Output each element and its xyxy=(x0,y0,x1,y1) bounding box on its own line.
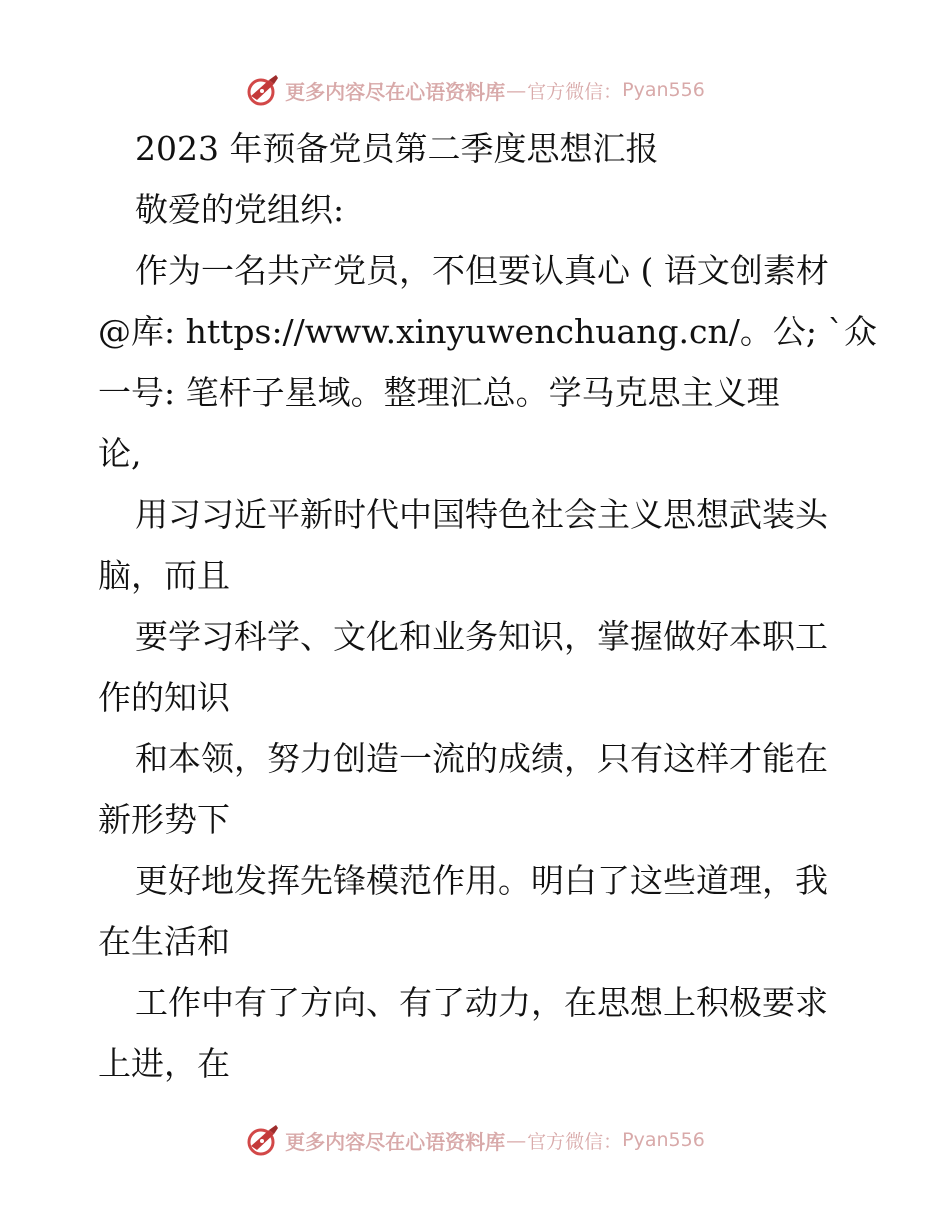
watermark-dash: — xyxy=(506,78,527,102)
paragraph-line: 更好地发挥先锋模范作用。明白了这些道理，我 xyxy=(135,861,828,900)
paragraph-line: 脑，而且 xyxy=(98,556,230,595)
footer-watermark xyxy=(0,1120,950,1160)
watermark-main-text: 更多内容尽在心语资料库 xyxy=(285,79,506,104)
paragraph-line: 新形势下 xyxy=(98,800,230,839)
paragraph-line: 作为一名共产党员，不但要认真心 ( 语文创素材 xyxy=(135,251,829,290)
watermark-official-label: 官方微信： xyxy=(527,1130,623,1153)
header-watermark xyxy=(0,70,950,110)
watermark-dash: — xyxy=(506,1128,527,1152)
watermark-official-label: 官方微信： xyxy=(527,80,623,103)
document-body xyxy=(98,118,877,1094)
paragraph-line: 和本领，努力创造一流的成绩，只有这样才能在 xyxy=(135,739,828,778)
salutation: 敬爱的党组织: xyxy=(135,190,345,229)
watermark-wechat-id: Pyan556 xyxy=(622,1129,705,1151)
watermark-wechat-id: Pyan556 xyxy=(622,79,705,101)
paragraph-line: 用习习近平新时代中国特色社会主义思想武装头 xyxy=(135,495,828,534)
watermark-main-text: 更多内容尽在心语资料库 xyxy=(285,1129,506,1154)
pen-nib-logo-icon xyxy=(245,1122,281,1158)
paragraph-line: 一号: 笔杆子星域。整理汇总。学马克思主义理 xyxy=(98,373,780,412)
pen-nib-logo-icon xyxy=(245,72,281,108)
paragraph-line: 上进，在 xyxy=(98,1044,230,1083)
paragraph-line: 论, xyxy=(98,434,142,473)
paragraph-line: 要学习科学、文化和业务知识，掌握做好本职工 xyxy=(135,617,828,656)
document-title: 2023 年预备党员第二季度思想汇报 xyxy=(135,129,659,168)
paragraph-line: @库: https://www.xinyuwenchuang.cn/。公; `众 xyxy=(98,312,877,351)
paragraph-line: 工作中有了方向、有了动力，在思想上积极要求 xyxy=(135,983,828,1022)
paragraph-line: 在生活和 xyxy=(98,922,230,961)
paragraph-line: 作的知识 xyxy=(98,678,230,717)
